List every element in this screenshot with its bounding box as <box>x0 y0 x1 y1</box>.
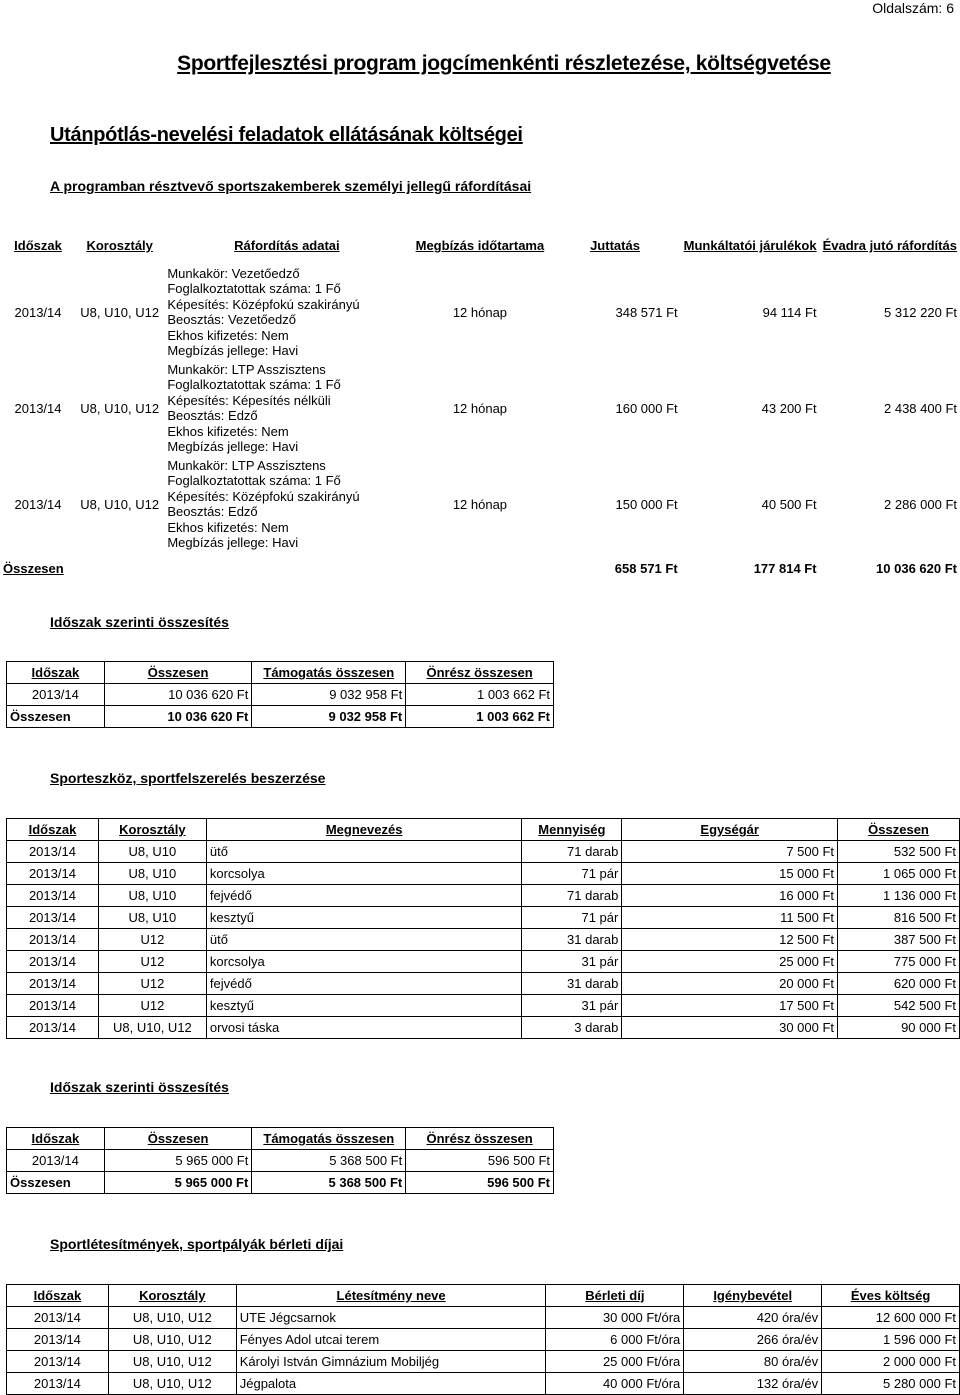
detail-line: Képesítés: Középfokú szakirányú <box>167 488 360 504</box>
detail-line: Megbízás jellege: Havi <box>167 535 299 550</box>
cell: 11 500 Ft <box>622 907 838 929</box>
personnel-row <box>0 264 960 360</box>
col-header: Önrész összesen <box>406 662 554 684</box>
total-label: Összesen <box>3 560 64 576</box>
cell: 10 036 620 Ft <box>104 684 252 706</box>
detail-line: Képesítés: Középfokú szakirányú <box>167 296 360 312</box>
cell: 620 000 Ft <box>838 973 960 995</box>
cell: orvosi táska <box>206 1017 522 1039</box>
cell: 596 500 Ft <box>406 1150 554 1172</box>
cell: 2013/14 <box>7 1329 109 1351</box>
cell: 2013/14 <box>7 1307 109 1329</box>
cell: 2013/14 <box>7 863 99 885</box>
page-number: Oldalszám: 6 <box>872 0 954 16</box>
section-title: Utánpótlás-nevelési feladatok ellátásának költségei <box>50 124 523 146</box>
contrib-cell: 40 500 Ft <box>761 496 817 512</box>
cell: Fényes Adol utcai terem <box>236 1329 546 1351</box>
cell: 132 óra/év <box>684 1373 822 1395</box>
cell: 30 000 Ft/óra <box>546 1307 684 1329</box>
cell: Összesen <box>7 1172 105 1194</box>
cell: U12 <box>98 929 206 951</box>
cell: 80 óra/év <box>684 1351 822 1373</box>
facilities-row <box>7 1329 960 1351</box>
details-cell <box>163 264 410 360</box>
cell: 2 000 000 Ft <box>822 1351 960 1373</box>
cell: 25 000 Ft/óra <box>546 1351 684 1373</box>
personnel-row <box>0 360 960 456</box>
detail-line: Munkakör: LTP Asszisztens <box>167 361 326 377</box>
personnel-total-row <box>0 552 960 584</box>
cell: 266 óra/év <box>684 1329 822 1351</box>
cell: U12 <box>98 951 206 973</box>
cell: 71 darab <box>522 885 622 907</box>
total-contrib: 177 814 Ft <box>753 560 817 576</box>
equipment-row <box>7 907 960 929</box>
cell: 2013/14 <box>7 885 99 907</box>
col-header: Létesítmény neve <box>236 1285 546 1307</box>
cell: 2013/14 <box>7 995 99 1017</box>
summary2-total-row <box>7 1172 554 1194</box>
col-header: Időszak <box>7 662 105 684</box>
cell: 90 000 Ft <box>838 1017 960 1039</box>
age-cell: U8, U10, U12 <box>80 400 160 416</box>
summary2-title: Időszak szerinti összesítés <box>50 1079 229 1095</box>
facilities-title: Sportlétesítmények, sportpályák bérleti díjai <box>50 1236 344 1252</box>
cell: korcsolya <box>206 951 522 973</box>
cell: 2013/14 <box>7 841 99 863</box>
cell: 15 000 Ft <box>622 863 838 885</box>
total-season: 10 036 620 Ft <box>876 560 957 576</box>
col-header: Megnevezés <box>206 819 522 841</box>
col-header: Évadra jutó ráfordítás <box>822 238 957 253</box>
col-header: Időszak <box>7 819 99 841</box>
equipment-header-row <box>7 819 960 841</box>
col-header: Időszak <box>7 1128 105 1150</box>
cell: U8, U10, U12 <box>108 1307 236 1329</box>
season-cell: 2 438 400 Ft <box>884 400 957 416</box>
cell: 387 500 Ft <box>838 929 960 951</box>
age-cell: U8, U10, U12 <box>80 304 160 320</box>
benefit-cell: 348 571 Ft <box>615 304 678 320</box>
col-header: Korosztály <box>86 238 153 253</box>
cell: 31 darab <box>522 929 622 951</box>
cell: 5 368 500 Ft <box>252 1150 406 1172</box>
equipment-row <box>7 995 960 1017</box>
detail-line: Beosztás: Vezetőedző <box>167 312 296 327</box>
cell: kesztyű <box>206 907 522 929</box>
cell: 6 000 Ft/óra <box>546 1329 684 1351</box>
cell: 5 965 000 Ft <box>104 1172 252 1194</box>
detail-line: Ekhos kifizetés: Nem <box>167 423 289 439</box>
col-header: Éves költség <box>822 1285 960 1307</box>
facilities-row <box>7 1351 960 1373</box>
col-header: Igénybevétel <box>684 1285 822 1307</box>
summary1-table <box>6 661 554 728</box>
col-header: Munkáltatói járulékok <box>683 238 817 253</box>
cell: 7 500 Ft <box>622 841 838 863</box>
cell: Jégpalota <box>236 1373 546 1395</box>
facilities-row <box>7 1307 960 1329</box>
cell: U8, U10, U12 <box>108 1329 236 1351</box>
cell: kesztyű <box>206 995 522 1017</box>
equipment-row <box>7 973 960 995</box>
cell: 2013/14 <box>7 907 99 929</box>
cell: 71 darab <box>522 841 622 863</box>
cell: 5 965 000 Ft <box>104 1150 252 1172</box>
page-title: Sportfejlesztési program jogcímenkénti részletezése, költségvetése <box>177 52 831 75</box>
contrib-cell: 94 114 Ft <box>762 304 817 320</box>
equipment-row <box>7 863 960 885</box>
cell: 17 500 Ft <box>622 995 838 1017</box>
col-header: Juttatás <box>590 238 640 253</box>
col-header: Korosztály <box>108 1285 236 1307</box>
col-header: Megbízás időtartama <box>415 238 545 253</box>
cell: fejvédő <box>206 885 522 907</box>
cell: U12 <box>98 995 206 1017</box>
cell: fejvédő <box>206 973 522 995</box>
detail-line: Megbízás jellege: Havi <box>167 343 299 358</box>
summary2-row <box>7 1150 554 1172</box>
detail-line: Foglalkoztatottak száma: 1 Fő <box>167 473 341 488</box>
equipment-row <box>7 1017 960 1039</box>
period-cell: 2013/14 <box>14 304 62 320</box>
cell: 16 000 Ft <box>622 885 838 907</box>
summary1-title: Időszak szerinti összesítés <box>50 614 229 630</box>
age-cell: U8, U10, U12 <box>80 496 160 512</box>
cell: U8, U10, U12 <box>108 1351 236 1373</box>
cell: Összesen <box>7 706 105 728</box>
equipment-row <box>7 951 960 973</box>
cell: 420 óra/év <box>684 1307 822 1329</box>
detail-line: Ekhos kifizetés: Nem <box>167 327 289 343</box>
cell: 9 032 958 Ft <box>252 684 406 706</box>
cell: U8, U10 <box>98 863 206 885</box>
detail-line: Foglalkoztatottak száma: 1 Fő <box>167 281 341 296</box>
equipment-row <box>7 885 960 907</box>
cell: 5 368 500 Ft <box>252 1172 406 1194</box>
cell: U8, U10, U12 <box>98 1017 206 1039</box>
cell: 2013/14 <box>7 1351 109 1373</box>
cell: 2013/14 <box>7 951 99 973</box>
col-header: Korosztály <box>98 819 206 841</box>
col-header: Időszak <box>7 1285 109 1307</box>
cell: 1 003 662 Ft <box>406 706 554 728</box>
summary1-total-row <box>7 706 554 728</box>
benefit-cell: 160 000 Ft <box>615 400 678 416</box>
col-header: Ráfordítás adatai <box>234 238 340 253</box>
cell: U12 <box>98 973 206 995</box>
cell: 71 pár <box>522 907 622 929</box>
summary2-table <box>6 1127 554 1194</box>
total-benefit: 658 571 Ft <box>614 560 678 576</box>
col-header: Mennyiség <box>522 819 622 841</box>
cell: 9 032 958 Ft <box>252 706 406 728</box>
equipment-title: Sporteszköz, sportfelszerelés beszerzése <box>50 770 326 786</box>
col-header: Összesen <box>838 819 960 841</box>
cell: U8, U10 <box>98 907 206 929</box>
col-header: Önrész összesen <box>406 1128 554 1150</box>
facilities-row <box>7 1373 960 1395</box>
summary1-row <box>7 684 554 706</box>
detail-line: Megbízás jellege: Havi <box>167 439 299 454</box>
cell: 2013/14 <box>7 929 99 951</box>
detail-line: Beosztás: Edző <box>167 408 258 423</box>
cell: U8, U10 <box>98 885 206 907</box>
cell: 31 pár <box>522 951 622 973</box>
cell: ütő <box>206 841 522 863</box>
personnel-title: A programban résztvevő sportszakemberek személyi jellegű ráfordításai <box>50 178 532 194</box>
cell: 532 500 Ft <box>838 841 960 863</box>
cell: UTE Jégcsarnok <box>236 1307 546 1329</box>
equipment-row <box>7 929 960 951</box>
cell: 2013/14 <box>7 684 105 706</box>
equipment-row <box>7 841 960 863</box>
cell: 2013/14 <box>7 973 99 995</box>
cell: 3 darab <box>522 1017 622 1039</box>
detail-line: Munkakör: LTP Asszisztens <box>167 457 326 473</box>
cell: U8, U10, U12 <box>108 1373 236 1395</box>
cell: 1 003 662 Ft <box>406 684 554 706</box>
cell: 2013/14 <box>7 1373 109 1395</box>
season-cell: 2 286 000 Ft <box>884 496 957 512</box>
cell: 596 500 Ft <box>406 1172 554 1194</box>
season-cell: 5 312 220 Ft <box>884 304 957 320</box>
equipment-table <box>6 818 960 1039</box>
col-header: Összesen <box>104 1128 252 1150</box>
cell: 816 500 Ft <box>838 907 960 929</box>
details-cell <box>163 360 410 456</box>
period-cell: 2013/14 <box>14 400 62 416</box>
benefit-cell: 150 000 Ft <box>615 496 678 512</box>
cell: 775 000 Ft <box>838 951 960 973</box>
cell: 25 000 Ft <box>622 951 838 973</box>
detail-line: Ekhos kifizetés: Nem <box>167 519 289 535</box>
cell: 20 000 Ft <box>622 973 838 995</box>
col-header: Egységár <box>622 819 838 841</box>
detail-line: Foglalkoztatottak száma: 1 Fő <box>167 377 341 392</box>
cell: 2013/14 <box>7 1150 105 1172</box>
cell: 1 065 000 Ft <box>838 863 960 885</box>
duration-cell: 12 hónap <box>452 400 508 416</box>
col-header: Időszak <box>14 238 62 253</box>
cell: 1 596 000 Ft <box>822 1329 960 1351</box>
cell: 1 136 000 Ft <box>838 885 960 907</box>
detail-line: Képesítés: Képesítés nélküli <box>167 392 331 408</box>
personnel-row <box>0 456 960 552</box>
period-cell: 2013/14 <box>14 496 62 512</box>
cell: 542 500 Ft <box>838 995 960 1017</box>
cell: 2013/14 <box>7 1017 99 1039</box>
col-header: Támogatás összesen <box>252 662 406 684</box>
cell: 10 036 620 Ft <box>104 706 252 728</box>
facilities-header-row <box>7 1285 960 1307</box>
detail-line: Beosztás: Edző <box>167 504 258 519</box>
personnel-table <box>0 228 960 584</box>
personnel-header-row <box>0 228 960 264</box>
summary2-header-row <box>7 1128 554 1150</box>
cell: 30 000 Ft <box>622 1017 838 1039</box>
cell: 12 500 Ft <box>622 929 838 951</box>
cell: korcsolya <box>206 863 522 885</box>
facilities-table <box>6 1284 960 1395</box>
detail-line: Munkakör: Vezetőedző <box>167 265 300 281</box>
cell: 31 pár <box>522 995 622 1017</box>
cell: U8, U10 <box>98 841 206 863</box>
col-header: Bérleti díj <box>546 1285 684 1307</box>
cell: 71 pár <box>522 863 622 885</box>
cell: ütő <box>206 929 522 951</box>
cell: Károlyi István Gimnázium Mobiljég <box>236 1351 546 1373</box>
duration-cell: 12 hónap <box>452 304 508 320</box>
details-cell <box>163 456 410 552</box>
col-header: Támogatás összesen <box>252 1128 406 1150</box>
cell: 5 280 000 Ft <box>822 1373 960 1395</box>
cell: 12 600 000 Ft <box>822 1307 960 1329</box>
cell: 40 000 Ft/óra <box>546 1373 684 1395</box>
duration-cell: 12 hónap <box>452 496 508 512</box>
summary1-header-row <box>7 662 554 684</box>
contrib-cell: 43 200 Ft <box>761 400 817 416</box>
cell: 31 darab <box>522 973 622 995</box>
col-header: Összesen <box>104 662 252 684</box>
